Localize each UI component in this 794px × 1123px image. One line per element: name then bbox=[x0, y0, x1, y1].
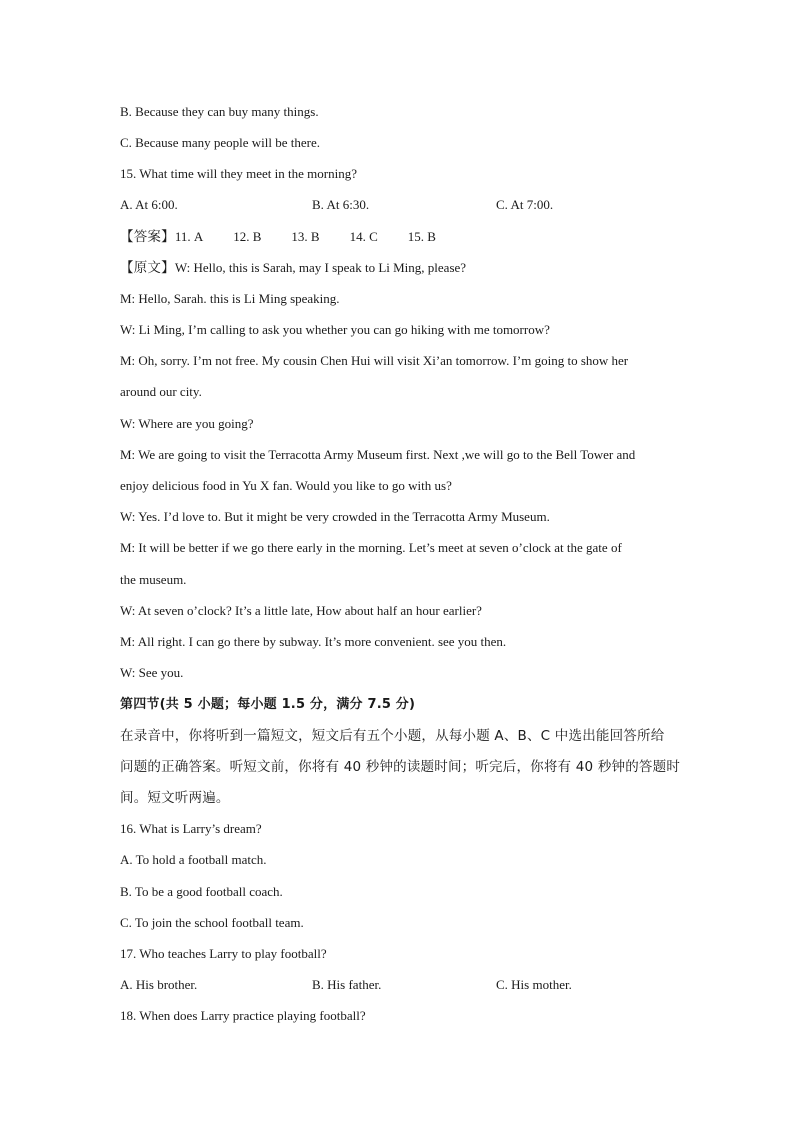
q15-option-a: A. At 6:00. bbox=[120, 197, 178, 212]
question-16: 16. What is Larry’s dream? bbox=[120, 821, 262, 836]
transcript-line-10: M: All right. I can go there by subway. It’s more convenient. see you then. bbox=[120, 634, 507, 649]
q14-option-c: C. Because many people will be there. bbox=[120, 135, 320, 150]
answer-14: 14. C bbox=[349, 229, 378, 244]
document-page bbox=[120, 0, 680, 1123]
answer-11: 11. A bbox=[174, 229, 204, 244]
q17-option-a: A. His brother. bbox=[120, 977, 198, 992]
q16-option-b: B. To be a good football coach. bbox=[120, 884, 283, 899]
transcript-line-3: W: Li Ming, I’m calling to ask you whether you can go hiking with me tomorrow? bbox=[120, 322, 550, 337]
q14-option-b: B. Because they can buy many things. bbox=[120, 104, 319, 119]
instruction-line-1: 在录音中，你将听到一篇短文，短文后有五个小题，从每小题 A、B、C 中选出能回答所给 bbox=[120, 728, 665, 744]
answer-12: 12. B bbox=[233, 229, 262, 244]
transcript-line-5: W: Where are you going? bbox=[120, 416, 254, 431]
answer-label: 【答案】 bbox=[120, 229, 175, 245]
q15-options-row bbox=[120, 197, 680, 213]
transcript-line-8b: the museum. bbox=[120, 572, 187, 587]
question-18: 18. When does Larry practice playing football? bbox=[120, 1008, 366, 1023]
transcript-line-4b: around our city. bbox=[120, 384, 202, 399]
section-4-title: 第四节(共 5 小题；每小题 1.5 分，满分 7.5 分) bbox=[120, 697, 416, 712]
q17-option-b: B. His father. bbox=[312, 977, 382, 992]
q16-option-a: A. To hold a football match. bbox=[120, 852, 267, 867]
transcript-line-11: W: See you. bbox=[120, 665, 184, 680]
question-17: 17. Who teaches Larry to play football? bbox=[120, 946, 327, 961]
answer-13: 13. B bbox=[291, 229, 320, 244]
answer-15: 15. B bbox=[407, 229, 436, 244]
q15-option-c: C. At 7:00. bbox=[496, 197, 554, 212]
answer-key-row bbox=[120, 229, 436, 245]
original-label: 【原文】 bbox=[120, 260, 175, 276]
q17-option-c: C. His mother. bbox=[496, 977, 572, 992]
transcript-line-6a: M: We are going to visit the Terracotta Army Museum first. Next ,we will go to the Bell Tower and bbox=[120, 447, 636, 462]
transcript-line-6b: enjoy delicious food in Yu X fan. Would you like to go with us? bbox=[120, 478, 452, 493]
instruction-line-2: 问题的正确答案。听短文前，你将有 40 秒钟的读题时间；听完后，你将有 40 秒钟的答题时 bbox=[120, 759, 681, 775]
transcript-line-9: W: At seven o’clock? It’s a little late, How about half an hour earlier? bbox=[120, 603, 482, 618]
transcript-line-1 bbox=[120, 260, 466, 276]
instruction-line-3: 间。短文听两遍。 bbox=[120, 790, 230, 806]
question-15: 15. What time will they meet in the morning? bbox=[120, 166, 357, 181]
transcript-line-8a: M: It will be better if we go there early in the morning. Let’s meet at seven o’clock at the gate of bbox=[120, 540, 622, 555]
transcript-text-1: W: Hello, this is Sarah, may I speak to Li Ming, please? bbox=[174, 260, 467, 275]
q17-options-row bbox=[120, 977, 680, 993]
transcript-line-2: M: Hello, Sarah. this is Li Ming speaking. bbox=[120, 291, 340, 306]
q15-option-b: B. At 6:30. bbox=[312, 197, 370, 212]
transcript-line-4a: M: Oh, sorry. I’m not free. My cousin Chen Hui will visit Xi’an tomorrow. I’m going to show her bbox=[120, 353, 629, 368]
q16-option-c: C. To join the school football team. bbox=[120, 915, 304, 930]
transcript-line-7: W: Yes. I’d love to. But it might be very crowded in the Terracotta Army Museum. bbox=[120, 509, 550, 524]
